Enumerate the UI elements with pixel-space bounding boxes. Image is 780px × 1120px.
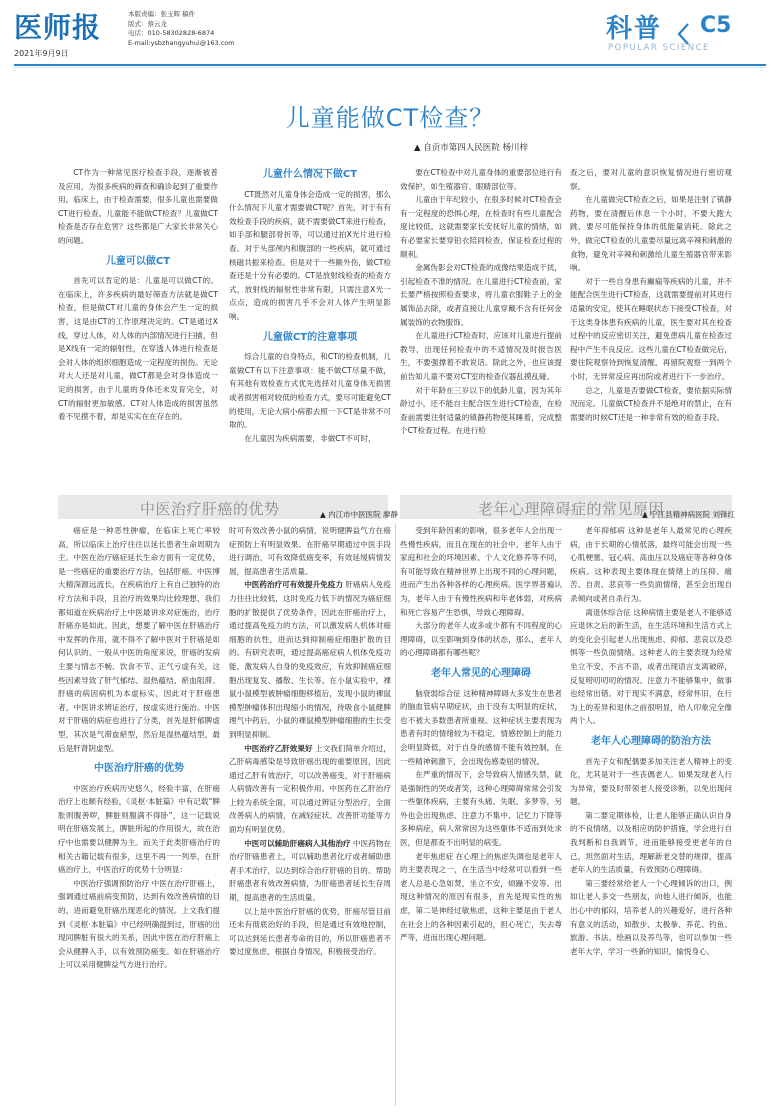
paragraph: 对于一些自身患有癫痫等疾病的儿童，并不能配合医生进行CT检查，这就需要提前对其进行适量的安定，使其在睡眠状态下接受CT检查，对于这类身体患有疾病的儿童，医生要对其在检查过程中的反应密切关注，避免患病儿童在检查过程中产生不良反应。这些儿童在CT检查做完后，要住院观察待到恢复清醒，再留院观察一到两个小时，无异常反应再出院或者进行下一步治疗。 [570,276,732,381]
paragraph: 上文我们简单介绍过，乙肝病毒感染是导致肝癌出现的重要原因，因此通过乙肝有效治疗，可以改善癌变，对于肝癌病人病情改善有一定积极作用。中医药在乙肝治疗上较为系统全面，可以通过辨证分型治疗，全面改善病人的病情，在减轻症状、改善肝功能等方面均有明显优势。 [229,743,391,835]
paragraph: 中医治疗强调预防治疗 中医在治疗肝癌上，强调通过癌前病变预防，达到有效改善病情的目的，进而避免肝癌出现恶化的情况。上文我们提到《灵枢·本脏篇》中已经明确提到过，肝癌的出现同脾脏有很大的关系，因此中医在治疗肝癌上会从健脾入手，以有效预防癌变。如在肝癌治疗上可以采用健脾益气方进行治疗。 [58,878,220,970]
paragraph: 中医药物在治疗肝癌患者上，可以辅助患者化疗或者辅助患者手术治疗，以达到综合治疗肝癌的目的。帮助肝癌患者有效改善病情，为肝癌患者延长生存周期，提高患者的生活质量。 [229,838,391,903]
subheading: 老年人常见的心理障碍 [431,667,531,679]
paragraph: 受到年龄因素的影响，很多老年人会出现一些慢性疾病，而且在现在的社会中，老年人由于家庭和社会的环境因素、个人文化修养等不同，有可能导致在精神世界上出现不同的心理问题，进而产生出各种各样的心理疾病。医学界普遍认为，老年人由于有慢性疾病和年老体弱，对疾病和死亡容易产生恐惧，导致心理障碍。 [400,526,562,617]
article3-column-2 [570,524,732,1106]
issue-date: 2021年9月9日 [14,49,69,58]
newspaper-logo: 医师报 [14,11,102,44]
masthead-info [128,10,235,48]
inline-heading: 中医可以辅助肝癌病人其他治疗 [244,838,351,848]
article2-title: 中医治疗肝癌的优势 [140,500,280,518]
subheading: 儿童什么情况下做CT [262,169,358,180]
paragraph: 对于年龄在三岁以下的低龄儿童，因为其年龄过小，还不能自主配合医生进行CT检查，在检查前需要注射适量的镇静药物使其睡着，完成整个CT检查过程。在进行检 [400,385,562,436]
inline-heading: 中医治疗乙肝效果好 [244,743,313,753]
paragraph: 肝癌病人免疫力往往比较低，这时免疫力低下的情况为癌症细胞的扩散提供了优势条件，因此在肝癌治疗上，通过提高免疫力的方法，可以激发病人机体对癌细胞的抗性，进而达到抑制癌症细胞扩散的目的。有研究表明，通过提高癌症病人机体免疫功能，激发病人自身的免疫效应，有效抑制癌症细胞出现复发、播散、生长等。在小鼠实验中，裸鼠小鼠模型被肿瘤细胞移植后，发现小鼠的裸鼠模型肿瘤体积出现缩小的情况，待吸食小鼠健脾理气中药后，小鼠的裸鼠模型肿瘤细胞的生长受到明显抑制。 [229,580,391,739]
article3-title: 老年心理障碍症的常见原因 [478,500,665,518]
paragraph: 时可有效改善小鼠的病情，说明健脾益气方在癌症预防上有明显效果。在肝癌早期通过中医手段进行调治，可有效降低癌变率，有效延缓病情发展，提高患者生活质量。 [229,526,391,576]
page-code: C5 [700,13,732,38]
paragraph: 中医治疗疾病历史悠久，经验丰富，在肝癌治疗上也颇有经验，《灵枢·本脏篇》中有记载“脾胀则腹善哕，脾脏则腹满不得卧”，这一记载说明在肝癌发展上，脾脏所起的作用很大，故在治疗中也需要以健脾为主。而关于此类肝癌治疗的相关古籍记载有很多，这里不再一一列举，在肝癌治疗上，中医治疗的优势十分明显： [58,783,220,875]
subheading: 老年人心理障碍的防治方法 [591,735,711,747]
paragraph: 总之，儿童是否要做CT检查，要依据实际情况而定。儿童做CT检查并不是绝对的禁止，在有需要的时候CT还是一种非常有效的检查手段。 [570,385,732,422]
layout-line: 版式：蔡云龙 [128,19,167,28]
paragraph: 大部分的老年人或多或少都有不同程度的心理障碍，以至影响到身体的状态，那么，老年人的心理障碍都有哪些呢？ [400,621,562,658]
paragraph: 在儿童因为疾病需要，非做CT不可时， [244,433,376,443]
column-divider [395,524,396,1106]
paragraph: 以上是中医治疗肝癌的优势，肝癌尽管目前还未有彻底治好的手段，但是通过有效地控制，可以达到延长患者寿命的目的，所以肝癌患者不要过度焦虑，根据自身情况，积极接受治疗。 [229,906,391,957]
article1-column-2 [229,166,391,492]
paragraph: 查之后，要对儿童的意识恢复情况进行密切观察。 [570,168,732,191]
article1-column-1 [58,166,218,492]
paragraph: 首先可以肯定的是：儿童是可以做CT的。在临床上，许多疾病的最好筛查方法就是做CT检查，但是做CT对儿童的身体会产生一定的损害，这是由CT的工作原理决定的。CT是通过X线，穿过人体，对人体的内部情况进行扫描，但是X线有一定的辐射性，在穿透人体进行检查是会对人体的组织细胞造成一定程度的损伤。无论对大人还是对儿童，做CT都是会对身体造成一定的损害，由于儿童的身体还未发育完全，对CT的辐射更加敏感。CT对人体造成的损害虽然看不见摸不着，却是实实在在存在的。 [58,276,218,422]
paragraph: CT既然对儿童身体会造成一定的损害，那么什么情况下儿童才需要做CT呢？首先，对于有有效检查手段的疾病，就不需要做CT来进行检查，如手部和腿部骨折等，可以通过拍X光片进行检查。对于头部颅内和腹部的一些疾病，就可通过核磁共振来检查。但是对于一些额外伤，做CT检查还是十分有必要的。CT是放射线检查的检查方式，放射线的辐射性非常有限，只需注意X光一点点，造成的损害几乎不会对人体产生明显影响。 [229,189,391,321]
paragraph: CT作为一种常见医疗检查手段，逐渐被普及应用，为很多疾病的筛查和确诊起到了重要作用。临床上，由于检查需要，很多儿童也需要做CT进行检查。儿童能不能做CT检查？儿童做CT检查是否存在危害？这些都是广大家长非常关心的问题。 [58,168,218,245]
paragraph: 首先子女和配偶要多加关注老人精神上的变化，尤其是对于一些丧偶老人。如果发现老人行为异常，要及时带领老人接受诊断，以免出现问题。 [570,756,732,807]
editor-line: 本版责编：张玉辉 稿件 [128,10,196,18]
phone-line: 电话：010-58302828-6874 [128,29,215,38]
article1-column-3 [400,166,562,492]
article2-column-2 [229,524,391,1106]
paragraph: 在严重的情况下，会导致病人情感失禁，就是强制性的哭或者笑，这种心理障碍常常会引发一些躯体疾病，主要有头痛、失眠、多梦等，另外也会出现焦虑、注意力不集中、记忆力下降等多种病症，病人常常因为这些躯体不适而到处求医，但是都查不出明显的病变。 [400,770,562,848]
article-byline: ▲ 自贡市第四人民医院 杨川梓 [414,143,528,153]
article3-column-1 [400,524,562,1106]
header-rule [14,64,766,66]
section-english: POPULAR SCIENCE [608,43,710,53]
subheading: 儿童可以做CT [105,255,171,267]
paragraph: 金属伪影会对CT检查的成像结果造成干扰，引起检查不准的情况。在儿童进行CT检查前，家长要严格按照检查要求，将儿童衣服鞋子上的金属饰品去除，或者直接让儿童穿戴不含有任何金属装饰的衣物服饰。 [400,263,562,327]
email-line: E-mail:ysbzhangyuhui@163.com [128,38,235,47]
section-title: 科普 [606,14,663,44]
paragraph: 老年抑郁病 这种是老年人最常见的心理疾病，由于长期的心情低落，最终可能会出现一些心肌梗塞、冠心病、高血压以及癌症等各种身体疾病。这种表现主要体现在情绪上的压抑、痛苦、自责、悲哀等一些负面情绪，甚至会出现自杀倾向或者自杀行为。 [570,526,732,603]
paragraph: 综合儿童的自身特点，和CT的检查机制，儿童做CT有以下注意事项：能不做CT尽量不做，有其他有效检查方式优先选择对儿童身体无损害或者损害相对较低的检查方式，要尽可能避免CT的使用，无论大病小病都去照一下CT是非常不可取的。 [229,352,391,430]
paragraph: 在儿童进行CT检查时，应该对儿童进行提前教导，出现任何检查中的不适情况及时报告医生，不要强撑着不敢说话。除此之外，也应该提前告知儿童不要对CT室的检查仪器乱摸乱碰。 [400,331,562,381]
article2-byline: ▲ 内江市中医医院 廖静 [320,510,399,519]
header-rule-light [14,67,766,68]
paragraph: 要在CT检查中对儿童身体的重要部位进行有效保护，如生殖器官、眼睛部位等。 [400,168,562,191]
article2-column-1 [58,524,220,1106]
paragraph: 癌症是一种恶性肿瘤，在临床上死亡率较高，所以临床上治疗往往以延长患者生命周期为主。中医在治疗癌症延长生命方面有一定优势，是一些癌症的重要治疗方法，包括肝癌。中医博大精深源远流长，在疾病治疗上有自己独特的治疗方法和手段，且治疗的效果均比较理想，我们都知道在疾病治疗上中医最讲求对症施治，治疗肝癌亦是如此。因此，想要了解中医在肝癌治疗中发挥的作用，就不得不了解中医对于肝癌是如何认识的。一般从中医的角度来说，肝癌的发病主要与情志不畅、饮食不节、正气亏虚有关，这些因素导致了肝气郁结、湿热蕴结、瘀血阻滞。肝癌的病因病机为本虚标实，因此对于肝癌患者，中医讲求辨证治疗，按虚实进行施治。中医对于肝癌的病症也进行了分类，首先是肝郁脾虚型，其次是气滞血瘀型，然后是湿热蕴结型，最后是肝肾阴虚型。 [58,526,220,753]
article3-byline: ▲ 宁江县精神病医院 刘锋红 [642,510,736,519]
inline-heading: 中医药治疗可有效提升免疫力 [244,580,343,590]
paragraph: 在儿童做完CT检查之后，如果是注射了镇静药物，要在清醒后休息一个小时，不要大跑大跳，要尽可能保持身体的低能量消耗。除此之外，做完CT检查的儿童要尽量远离辛辣和刺激的食物，避免对辛辣和刺激给儿童生殖器官带来影响。 [570,195,732,273]
subheading: 儿童做CT的注意事项 [262,331,358,343]
paragraph: 老年焦虑症 在心理上的焦虑失调也是老年人的主要表现之一，在生活当中经常可以看到一些老人总是心急如焚，坐立不安，烦躁不安等。出现这种情况的原因有很多，首先是现实性的焦虑，第二是神经过敏焦虑，这种主要是由于老人在社会上的各种因素引起的，担心死亡，失去尊严等，进而出现心理问题。 [400,851,562,943]
subheading: 中医治疗肝癌的优势 [94,763,184,775]
paragraph: 脑衰弱综合征 这种精神障碍大多发生在患者的脑血管病早期症状，由于没有太明显的症状，也不被大多数患者所重视。这种症状主要表现为患者有时的情绪较为不稳定，情感控制上的能力会明显降低，对于自身的感情不能有效控制，在一些精神刺激下，会出现伤感委屈的情况。 [400,688,562,766]
paragraph: 第三要经常给老人一个心理倾诉的出口，例如让老人多交一些朋友，向他人进行倾诉，也能出心中的郁闷，培养老人的兴趣爱好，进行各种有意义的活动，如散步、太极拳、养花、钓鱼、旅游、书法、绘画以及养鸟等，也可以参加一些老年大学，学习一些新的知识，愉悦身心。 [570,878,732,956]
paragraph: 第二要定期体检，让老人能够正确认识自身的不良情绪，以及相应的防护措施，学会进行自我判断和自我调节，进而能够接受更老年的自己，坦然面对生活，理解新老交替的规律，提高老年人的生活质量，有效预防心理障碍。 [570,810,732,875]
paragraph: 离退休综合征 这种病情主要是老人不能够适应退休之后的新生活，在生活环境和生活方式上的变化会引起老人出现焦虑、抑郁、悲哀以及恐惧等一些负面情绪。这种老人的主要表现为经常坐立不安，不言不语，或者出现语言支离破碎，反复唠叨叨叨的情况。注意力不能够集中，做事也经常出错。对于现实不满意，经常怀旧，在行为上的差异和退休之前很明显，给人印象完全像两个人。 [570,607,732,726]
paragraph: 儿童由于年纪较小，在很多时候对CT检查会有一定程度的恐惧心理，在检查时有些儿童配合度比较低，这就需要家长安抚好儿童的情绪，如有必要家长要穿铅衣陪同检查，保证检查过程的顺利。 [400,195,562,259]
article1-column-4 [570,166,732,492]
article-title: 儿童能做CT检查？ [285,104,495,132]
